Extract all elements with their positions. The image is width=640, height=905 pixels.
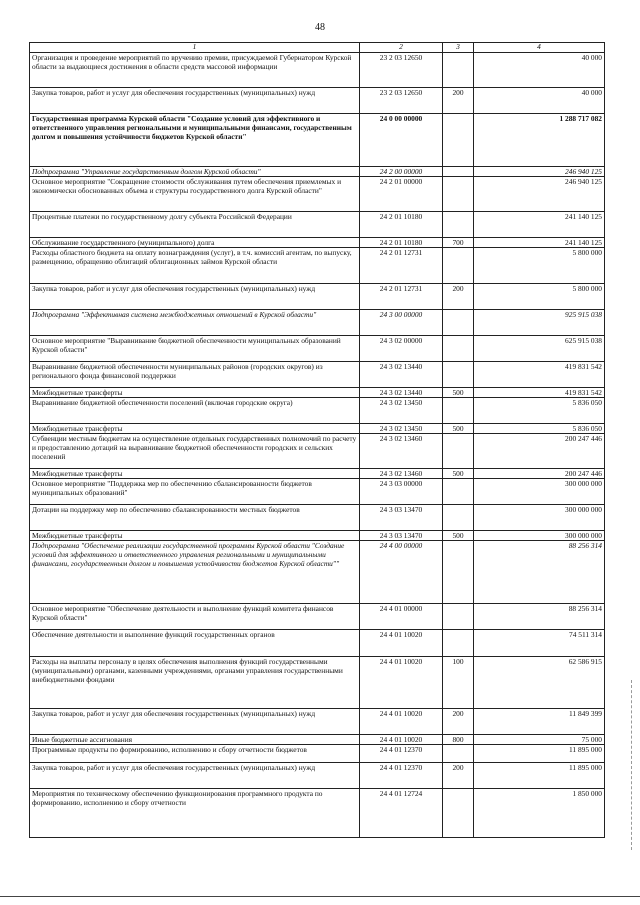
row-name-cell: Межбюджетные трансферты [30,424,360,434]
row-name-cell: Иные бюджетные ассигнования [30,735,360,745]
row-code-cell: 23 2 03 12650 [360,88,443,114]
row-expense-type-cell: 200 [443,763,474,789]
page-bottom-line [0,896,640,897]
row-amount-cell: 241 140 125 [474,238,605,248]
row-name-cell: Закупка товаров, работ и услуг для обеспечения государственных (муниципальных) нужд [30,763,360,789]
row-code-cell: 24 3 02 13440 [360,388,443,398]
row-name-cell: Мероприятия по техническому обеспечению функционирования программного продукта по формированию, исполнению и сбору отчетности [30,789,360,838]
row-code-cell: 23 2 03 12650 [360,53,443,88]
table-row [30,469,605,479]
table-row [30,167,605,177]
row-name-cell: Организация и проведение мероприятий по вручению премии, присуждаемой Губернатором Курской области за выдающиеся достижения в области средств массовой информации [30,53,360,88]
row-name-cell: Основное мероприятие "Поддержка мер по обеспечению сбалансированности бюджетов муниципальных образований" [30,479,360,505]
table-row [30,238,605,248]
row-expense-type-cell [443,362,474,388]
row-amount-cell: 200 247 446 [474,434,605,469]
row-amount-cell: 62 586 915 [474,657,605,709]
row-expense-type-cell: 200 [443,709,474,735]
row-amount-cell: 5 800 000 [474,284,605,310]
row-amount-cell: 241 140 125 [474,212,605,238]
row-amount-cell: 75 000 [474,735,605,745]
row-amount-cell: 419 831 542 [474,388,605,398]
row-name-cell: Закупка товаров, работ и услуг для обеспечения государственных (муниципальных) нужд [30,709,360,735]
row-expense-type-cell: 500 [443,388,474,398]
table-row [30,709,605,735]
row-name-cell: Обслуживание государственного (муниципального) долга [30,238,360,248]
column-header-name: 1 [30,43,360,53]
row-expense-type-cell [443,745,474,763]
row-expense-type-cell: 100 [443,657,474,709]
row-amount-cell: 74 511 314 [474,630,605,657]
row-amount-cell: 200 247 446 [474,469,605,479]
row-expense-type-cell [443,479,474,505]
row-amount-cell: 5 836 050 [474,424,605,434]
row-expense-type-cell [443,114,474,167]
row-name-cell: Закупка товаров, работ и услуг для обеспечения государственных (муниципальных) нужд [30,284,360,310]
table-row [30,735,605,745]
table-row [30,398,605,424]
table-row [30,763,605,789]
table-row [30,505,605,531]
row-amount-cell: 1 850 000 [474,789,605,838]
row-expense-type-cell [443,336,474,362]
row-name-cell: Подпрограмма "Управление государственным долгом Курской области" [30,167,360,177]
row-name-cell: Подпрограмма "Обеспечение реализации государственной программы Курской области "Создание условий для эффективного и ответственного управления региональными и муниципальными финансами, государственным долгом и повышения устойчивости бюджетов Курской области"" [30,541,360,604]
column-header-code: 2 [360,43,443,53]
row-amount-cell: 300 000 000 [474,479,605,505]
row-name-cell: Дотации на поддержку мер по обеспечению сбалансированности местных бюджетов [30,505,360,531]
row-expense-type-cell [443,212,474,238]
row-name-cell: Межбюджетные трансферты [30,388,360,398]
row-amount-cell: 1 288 717 082 [474,114,605,167]
row-code-cell: 24 4 01 12370 [360,763,443,789]
table-row [30,114,605,167]
table-header-row [30,43,605,53]
row-amount-cell: 5 836 050 [474,398,605,424]
budget-table [29,42,605,838]
row-amount-cell: 11 895 000 [474,763,605,789]
row-name-cell: Выравнивание бюджетной обеспеченности поселений (включая городские округа) [30,398,360,424]
table-row [30,630,605,657]
row-amount-cell: 925 915 038 [474,310,605,336]
row-name-cell: Основное мероприятие "Выравнивание бюджетной обеспеченности муниципальных образований Курской области" [30,336,360,362]
table-row [30,212,605,238]
row-amount-cell: 246 940 125 [474,177,605,212]
row-code-cell: 24 2 00 00000 [360,167,443,177]
row-code-cell: 24 2 01 00000 [360,177,443,212]
row-code-cell: 24 2 01 12731 [360,248,443,284]
row-amount-cell: 40 000 [474,53,605,88]
table-row [30,336,605,362]
row-amount-cell: 625 915 038 [474,336,605,362]
row-amount-cell: 88 256 314 [474,541,605,604]
row-code-cell: 24 3 03 00000 [360,479,443,505]
row-code-cell: 24 3 02 00000 [360,336,443,362]
row-name-cell: Основное мероприятие "Сокращение стоимости обслуживания путем обеспечения приемлемых и экономически обоснованных объема и структуры государственного долга Курской области" [30,177,360,212]
table-row [30,604,605,630]
row-expense-type-cell: 800 [443,735,474,745]
row-expense-type-cell [443,604,474,630]
row-amount-cell: 40 000 [474,88,605,114]
row-code-cell: 24 4 01 10020 [360,657,443,709]
table-row [30,745,605,763]
row-code-cell: 24 3 03 13470 [360,531,443,541]
page-number: 48 [315,22,325,33]
row-code-cell: 24 3 02 13450 [360,424,443,434]
row-code-cell: 24 3 03 13470 [360,505,443,531]
row-expense-type-cell [443,541,474,604]
table-row [30,789,605,838]
row-name-cell: Подпрограмма "Эффективная система межбюджетных отношений в Курской области" [30,310,360,336]
row-name-cell: Государственная программа Курской области "Создание условий для эффективного и ответственного управления региональными и муниципальными финансами, государственным долгом и повышения устойчивости бюджетов Курской области" [30,114,360,167]
column-header-amount: 4 [474,43,605,53]
row-expense-type-cell: 500 [443,469,474,479]
row-code-cell: 24 2 01 12731 [360,284,443,310]
row-name-cell: Закупка товаров, работ и услуг для обеспечения государственных (муниципальных) нужд [30,88,360,114]
table-row [30,88,605,114]
row-code-cell: 24 3 02 13440 [360,362,443,388]
table-row [30,310,605,336]
row-expense-type-cell: 700 [443,238,474,248]
row-name-cell: Основное мероприятие "Обеспечение деятельности и выполнение функций комитета финансов Курской области" [30,604,360,630]
row-amount-cell: 246 940 125 [474,167,605,177]
row-name-cell: Процентные платежи по государственному долгу субъекта Российской Федерации [30,212,360,238]
row-code-cell: 24 2 01 10180 [360,238,443,248]
table-row [30,53,605,88]
row-expense-type-cell [443,434,474,469]
row-expense-type-cell: 200 [443,284,474,310]
row-amount-cell: 11 895 000 [474,745,605,763]
row-name-cell: Межбюджетные трансферты [30,531,360,541]
row-code-cell: 24 0 00 00000 [360,114,443,167]
row-expense-type-cell [443,398,474,424]
row-amount-cell: 5 800 000 [474,248,605,284]
row-code-cell: 24 2 01 10180 [360,212,443,238]
row-name-cell: Расходы областного бюджета на оплату вознаграждения (услуг), в т.ч. комиссий агентам, по выпуску, размещению, обращению облигаций облигационных займов Курской области [30,248,360,284]
row-expense-type-cell [443,310,474,336]
row-expense-type-cell: 200 [443,88,474,114]
row-code-cell: 24 3 02 13460 [360,434,443,469]
table-row [30,657,605,709]
row-amount-cell: 300 000 000 [474,531,605,541]
row-amount-cell: 300 000 000 [474,505,605,531]
row-expense-type-cell [443,53,474,88]
table-row [30,541,605,604]
row-amount-cell: 419 831 542 [474,362,605,388]
table-row [30,362,605,388]
table-row [30,434,605,469]
table-row [30,531,605,541]
row-expense-type-cell [443,789,474,838]
row-expense-type-cell [443,167,474,177]
row-expense-type-cell [443,248,474,284]
row-code-cell: 24 3 02 13460 [360,469,443,479]
table-row [30,284,605,310]
table-row [30,177,605,212]
table-row [30,479,605,505]
row-expense-type-cell [443,505,474,531]
row-expense-type-cell [443,630,474,657]
column-header-expense-type: 3 [443,43,474,53]
row-code-cell: 24 4 01 12724 [360,789,443,838]
row-name-cell: Расходы на выплаты персоналу в целях обеспечения выполнения функций государственными (муниципальными) органами, казенными учреждениями, органами управления государственными внебюджетными фондами [30,657,360,709]
row-code-cell: 24 4 01 10020 [360,630,443,657]
row-expense-type-cell: 500 [443,424,474,434]
row-code-cell: 24 4 01 10020 [360,709,443,735]
table-row [30,248,605,284]
row-code-cell: 24 4 00 00000 [360,541,443,604]
row-amount-cell: 88 256 314 [474,604,605,630]
row-name-cell: Выравнивание бюджетной обеспеченности муниципальных районов (городских округов) из регионального фонда финансовой поддержки [30,362,360,388]
row-name-cell: Обеспечение деятельности и выполнение функций государственных органов [30,630,360,657]
row-code-cell: 24 4 01 12370 [360,745,443,763]
table-row [30,424,605,434]
table-row [30,388,605,398]
row-code-cell: 24 4 01 10020 [360,735,443,745]
row-name-cell: Субвенции местным бюджетам на осуществление отдельных государственных полномочий по расчету и предоставлению дотаций на выравнивание бюджетной обеспеченности городских и сельских поселений [30,434,360,469]
row-name-cell: Программные продукты по формированию, исполнению и сбору отчетности бюджетов [30,745,360,763]
row-code-cell: 24 3 02 13450 [360,398,443,424]
row-code-cell: 24 3 00 00000 [360,310,443,336]
row-code-cell: 24 4 01 00000 [360,604,443,630]
row-expense-type-cell [443,177,474,212]
row-amount-cell: 11 849 399 [474,709,605,735]
row-expense-type-cell: 500 [443,531,474,541]
row-name-cell: Межбюджетные трансферты [30,469,360,479]
scan-edge-mark [630,680,632,850]
